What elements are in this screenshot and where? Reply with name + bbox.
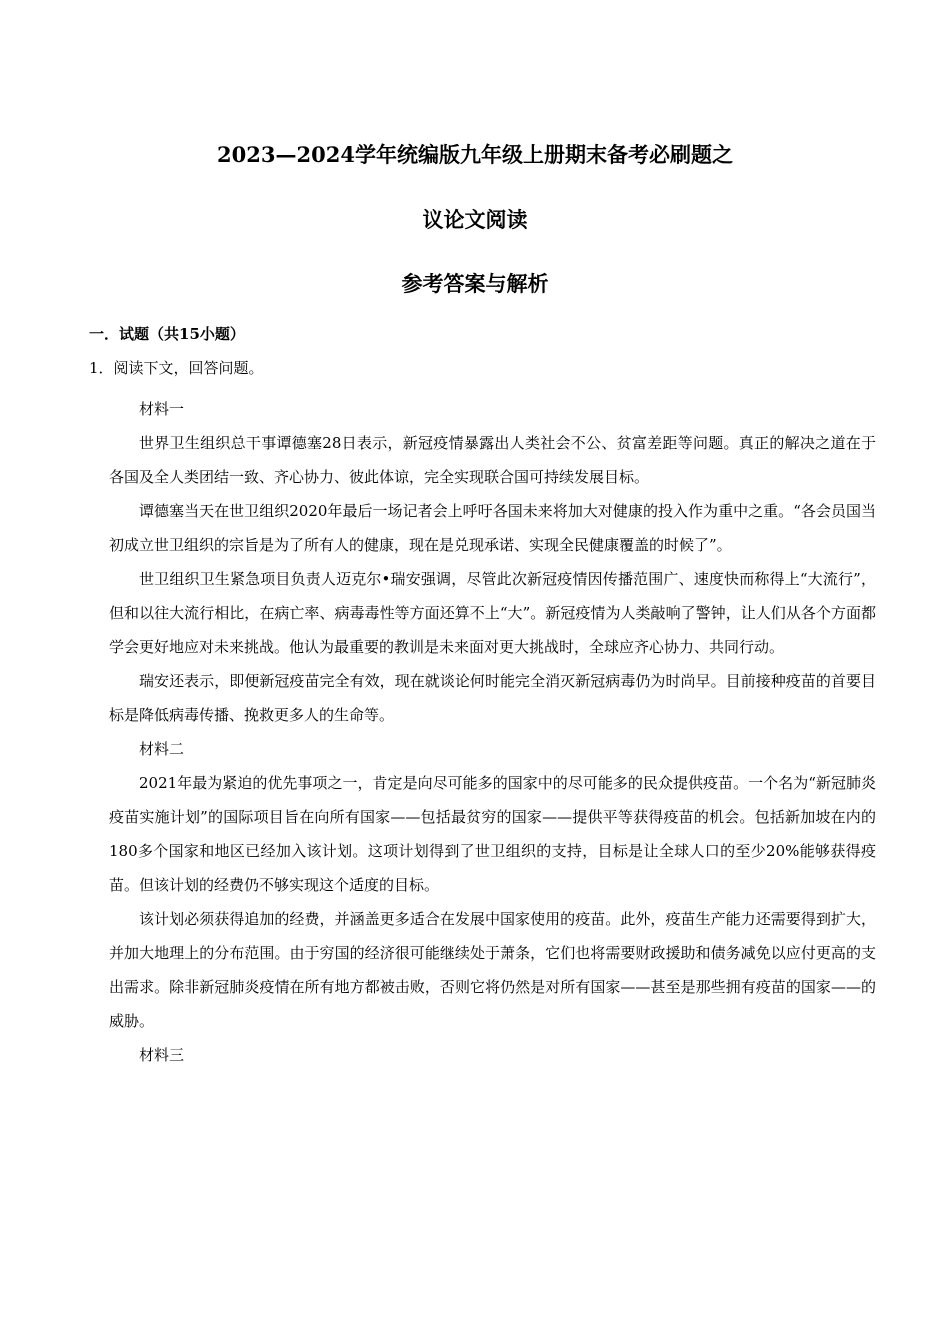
material-paragraph: 世界卫生组织总干事谭德塞28日表示，新冠疫情暴露出人类社会不公、贫富差距等问题。真正的解决之道在于各国及全人类团结一致、齐心协力、彼此体谅，完全实现联合国可持续发展目标。 [109,434,876,486]
question-prompt: 1．阅读下文，回答问题。 [89,359,264,377]
document-title-line-3: 参考答案与解析 [401,271,549,296]
material-paragraph: 2021年最为紧迫的优先事项之一，肯定是向尽可能多的国家中的尽可能多的民众提供疫苗。一个名为“新冠肺炎疫苗实施计划”的国际项目旨在向所有国家——包括最贫穷的国家——提供平等获得疫苗的机会。包括新加坡在内的180多个国家和地区已经加入该计划。这项计划得到了世卫组织的支持，目标是让全球人口的至少20%能够获得疫苗。但该计划的经费仍不够实现这个适度的目标。 [109,774,876,894]
material-paragraph: 该计划必须获得追加的经费，并涵盖更多适合在发展中国家使用的疫苗。此外，疫苗生产能力还需要得到扩大，并加大地理上的分布范围。由于穷国的经济很可能继续处于萧条，它们也将需要财政援助和债务减免以应付更高的支出需求。除非新冠肺炎疫情在所有地方都被击败，否则它将仍然是对所有国家——甚至是那些拥有疫苗的国家——的威胁。 [109,910,876,1030]
material-2-heading: 材料二 [139,740,185,758]
document-title-line-1: 2023—2024学年统编版九年级上册期末备考必刷题之 [217,142,733,167]
material-3-heading: 材料三 [139,1046,185,1064]
material-paragraph: 瑞安还表示，即便新冠疫苗完全有效，现在就谈论何时能完全消灭新冠病毒仍为时尚早。目前接种疫苗的首要目标是降低病毒传播、挽救更多人的生命等。 [109,672,876,724]
material-paragraph: 世卫组织卫生紧急项目负责人迈克尔•瑞安强调，尽管此次新冠疫情因传播范围广、速度快而称得上“大流行”，但和以往大流行相比，在病亡率、病毒毒性等方面还算不上“大”。新冠疫情为人类敲响了警钟，让人们从各个方面都学会更好地应对未来挑战。他认为最重要的教训是未来面对更大挑战时，全球应齐心协力、共同行动。 [109,570,876,656]
section-heading: 一．试题（共15小题） [89,325,245,343]
material-1-heading: 材料一 [139,400,185,418]
material-paragraph: 谭德塞当天在世卫组织2020年最后一场记者会上呼吁各国未来将加大对健康的投入作为重中之重。“各会员国当初成立世卫组织的宗旨是为了所有人的健康，现在是兑现承诺、实现全民健康覆盖的时候了”。 [109,502,876,554]
document-title-line-2: 议论文阅读 [422,207,528,232]
reading-material [109,392,876,1072]
